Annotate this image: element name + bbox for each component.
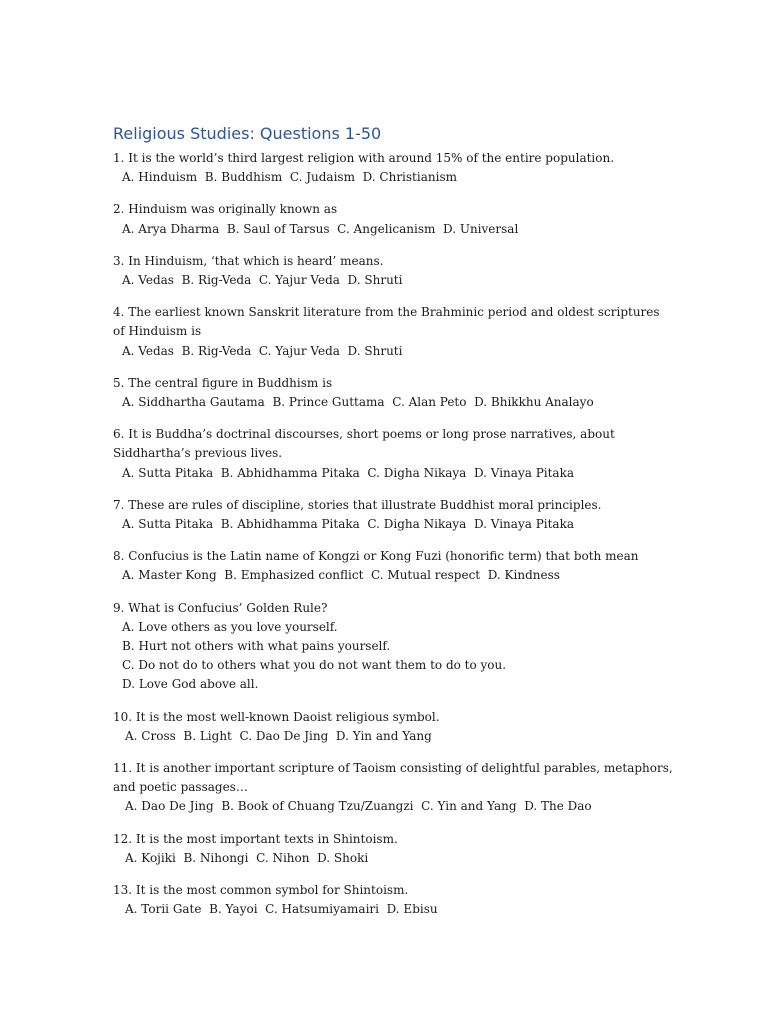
answer-option-d: D. Love God above all.: [122, 677, 259, 692]
question-text: 1. It is the world’s third largest religion with around 15% of the entire population.: [113, 151, 615, 165]
question-13: [113, 881, 673, 919]
answer-options: A. Vedas B. Rig-Veda C. Yajur Veda D. Shruti: [122, 273, 403, 288]
question-text: 5. The central figure in Buddhism is: [113, 375, 333, 390]
answer-options: A. Torii Gate B. Yayoi C. Hatsumiyamairi D. Ebisu: [125, 902, 438, 917]
question-7: [113, 496, 673, 534]
question-text: 12. It is the most important texts in Shintoism.: [113, 831, 398, 846]
question-12: [113, 830, 673, 868]
question-4: [113, 303, 673, 361]
question-text: 3. In Hinduism, ‘that which is heard’ means.: [113, 253, 384, 268]
question-3: [113, 252, 673, 290]
question-text: 8. Confucius is the Latin name of Kongzi or Kong Fuzi (honorific term) that both mean: [113, 549, 639, 564]
question-list: [113, 149, 677, 933]
question-text: 7. These are rules of discipline, stories that illustrate Buddhist moral principles.: [113, 497, 602, 512]
question-text: 10. It is the most well-known Daoist religious symbol.: [113, 709, 440, 724]
question-8: [113, 547, 673, 585]
answer-options: A. Siddhartha Gautama B. Prince Guttama C. Alan Peto D. Bhikkhu Analayo: [122, 395, 594, 410]
question-text: 2. Hinduism was originally known as: [113, 202, 338, 217]
question-11: [113, 759, 677, 817]
question-text: 9. What is Confucius’ Golden Rule?: [113, 600, 328, 615]
answer-options: A. Vedas B. Rig-Veda C. Yajur Veda D. Shruti: [122, 343, 403, 358]
question-5: [113, 374, 673, 412]
answer-options: A. Sutta Pitaka B. Abhidhamma Pitaka C. Digha Nikaya D. Vinaya Pitaka: [122, 465, 575, 480]
answer-options: A. Hinduism B. Buddhism C. Judaism D. Christianism: [122, 170, 457, 185]
question-text: 6. It is Buddha’s doctrinal discourses, short poems or long prose narratives, about Siddhartha’s previous lives.: [113, 427, 619, 461]
answer-options: A. Master Kong B. Emphasized conflict C. Mutual respect D. Kindness: [122, 568, 560, 583]
answer-options: A. Cross B. Light C. Dao De Jing D. Yin and Yang: [125, 728, 432, 743]
answer-option-b: B. Hurt not others with what pains yourself.: [122, 639, 391, 654]
question-9: [113, 599, 673, 695]
question-2: [113, 200, 673, 238]
question-text: 4. The earliest known Sanskrit literature from the Brahminic period and oldest scriptures of Hinduism is: [113, 305, 664, 339]
answer-options: A. Dao De Jing B. Book of Chuang Tzu/Zuangzi C. Yin and Yang D. The Dao: [125, 799, 592, 814]
question-text: 13. It is the most common symbol for Shintoism.: [113, 883, 409, 898]
question-10: [113, 708, 673, 746]
answer-option-a: A. Love others as you love yourself.: [122, 619, 338, 634]
answer-options: A. Kojiki B. Nihongi C. Nihon D. Shoki: [125, 850, 369, 865]
document-title: Religious Studies: Questions 1-50: [113, 124, 382, 143]
question-6: [113, 425, 673, 483]
question-text: 11. It is another important scripture of Taoism consisting of delightful parables, metaphors, and poetic passages…: [113, 761, 677, 795]
answer-options: A. Sutta Pitaka B. Abhidhamma Pitaka C. Digha Nikaya D. Vinaya Pitaka: [122, 517, 575, 532]
answer-options: A. Arya Dharma B. Saul of Tarsus C. Angelicanism D. Universal: [122, 221, 519, 236]
answer-option-c: C. Do not do to others what you do not want them to do to you.: [122, 658, 507, 673]
question-1: [113, 149, 673, 187]
